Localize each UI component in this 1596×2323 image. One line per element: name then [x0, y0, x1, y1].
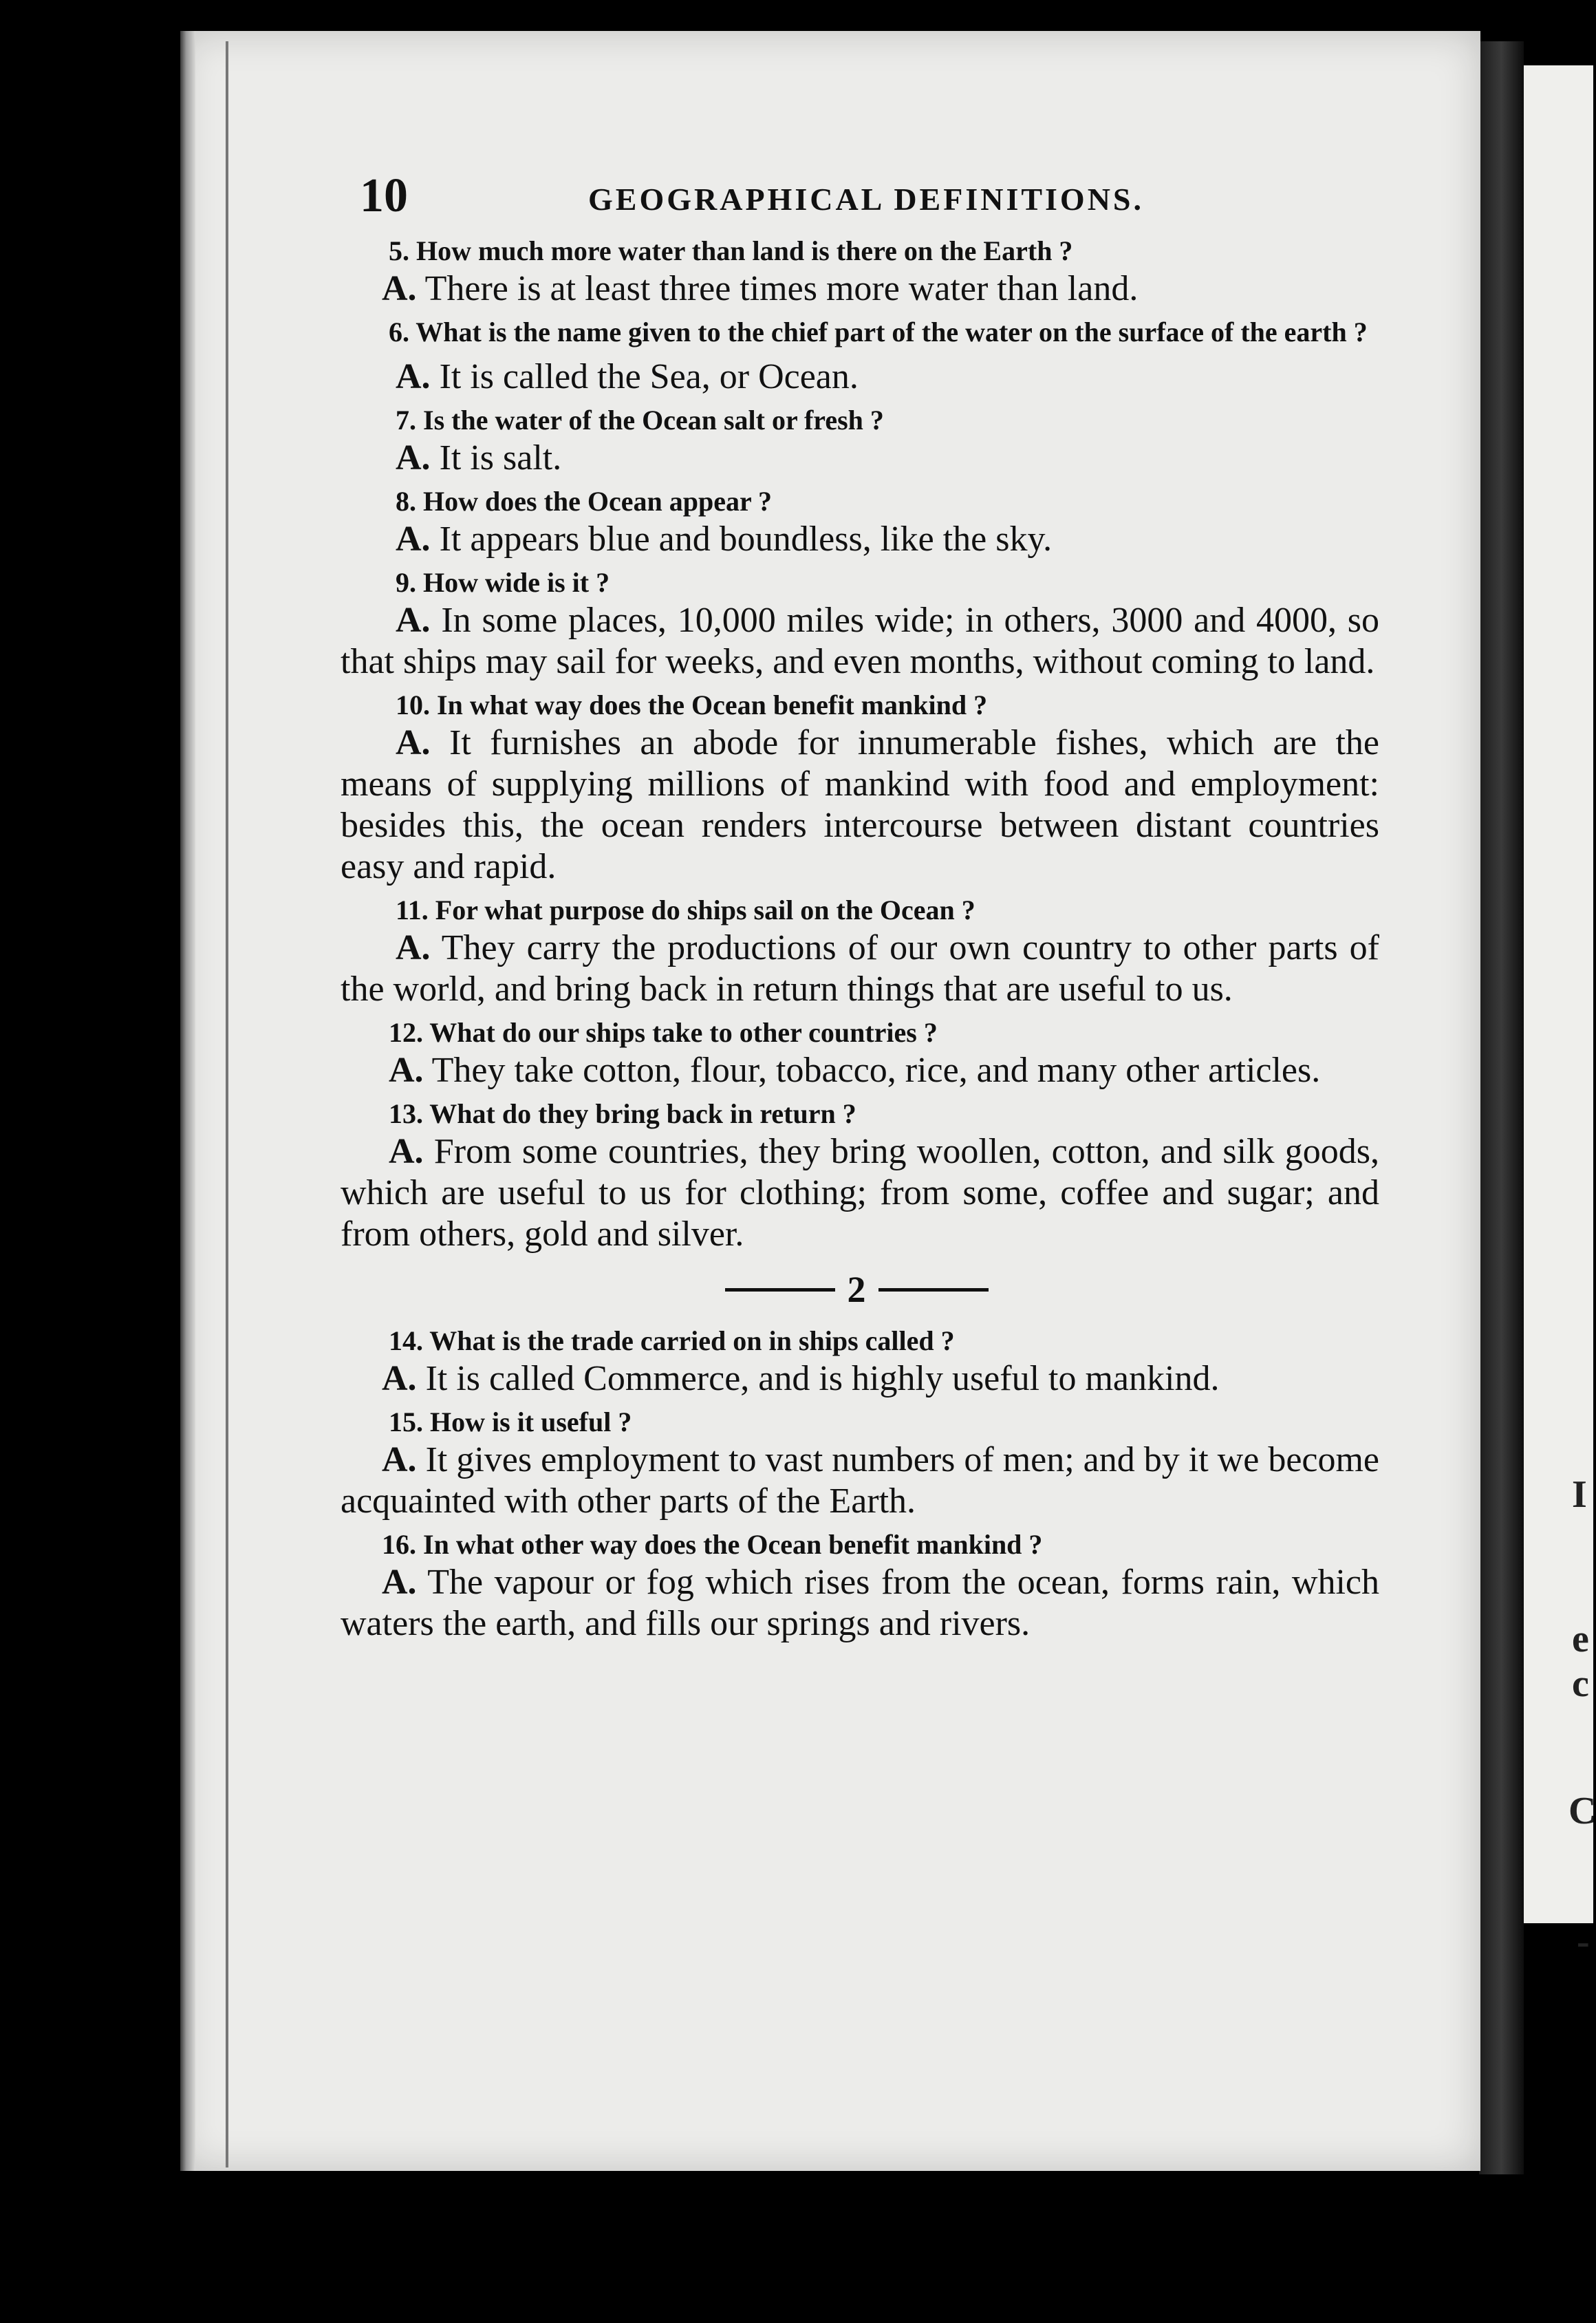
answer: [341, 438, 1379, 479]
answer-lead: A.: [389, 1051, 424, 1090]
answer-lead: A.: [382, 1563, 417, 1602]
answer: [341, 1050, 1379, 1091]
answer-lead: A.: [382, 269, 417, 308]
answer-text: They carry the productions of our own country to other parts of the world, and bring back in return things that are useful to us.: [341, 928, 1379, 1009]
question: 8. How does the Ocean appear ?: [396, 486, 773, 517]
answer: [341, 519, 1379, 560]
answer-text: There is at least three times more water than land.: [424, 269, 1139, 308]
next-page-fragment: c: [1572, 1662, 1589, 1705]
page-title: GEOGRAPHICAL DEFINITIONS.: [588, 182, 1145, 217]
answer-lead: A.: [396, 601, 431, 640]
answer: [341, 1358, 1379, 1400]
answer: [341, 928, 1379, 1010]
divider-rule: [725, 1288, 835, 1292]
next-page-fragment: e: [1572, 1618, 1589, 1660]
next-page-fragment: -: [1577, 1920, 1590, 1963]
answer-lead: A.: [396, 723, 431, 762]
qa-section-2: [341, 1324, 1379, 1645]
next-page-fragment: I: [1572, 1473, 1587, 1516]
answer-lead: A.: [382, 1359, 417, 1398]
question: 6. What is the name given to the chief part of the water on the surface of the earth ?: [389, 317, 1368, 347]
page-content: [341, 169, 1379, 1645]
qa-section-1: [341, 234, 1379, 1255]
answer: [341, 356, 1379, 398]
divider-rule: [878, 1288, 989, 1292]
running-head: [341, 169, 1379, 234]
next-page-fragment: C: [1568, 1790, 1596, 1832]
answer-text: They take cotton, flour, tobacco, rice, and many other articles.: [431, 1051, 1321, 1090]
question: 12. What do our ships take to other countries ?: [389, 1017, 938, 1048]
answer-text: It furnishes an abode for innumerable fishes, which are the means of supplying millions of mankind with food and employment: besides this, the ocean renders intercourse between distant countries easy and rapid.: [341, 723, 1380, 886]
answer-text: It is called Commerce, and is highly useful to mankind.: [425, 1359, 1220, 1398]
page-margin-line: [226, 41, 228, 2167]
answer: [341, 600, 1379, 683]
answer: [341, 1439, 1379, 1522]
answer: [341, 268, 1379, 310]
answer: [341, 1131, 1379, 1255]
answer-text: It is called the Sea, or Ocean.: [439, 357, 859, 396]
page-number: 10: [360, 169, 408, 222]
question: 5. How much more water than land is there on the Earth ?: [389, 235, 1073, 266]
question: 10. In what way does the Ocean benefit mankind ?: [396, 689, 988, 720]
answer-text: It is salt.: [439, 438, 562, 478]
answer-lead: A.: [396, 928, 431, 967]
question: 15. How is it useful ?: [389, 1406, 632, 1437]
page-gutter: [1479, 41, 1524, 2174]
question: 11. For what purpose do ships sail on the Ocean ?: [396, 895, 975, 925]
answer-lead: A.: [389, 1132, 424, 1171]
answer-text: The vapour or fog which rises from the ocean, forms rain, which waters the earth, and fills our springs and rivers.: [341, 1563, 1380, 1643]
question: 16. In what other way does the Ocean benefit mankind ?: [382, 1529, 1043, 1560]
answer-lead: A.: [396, 520, 431, 559]
answer-text: It appears blue and boundless, like the sky.: [439, 520, 1053, 559]
answer-lead: A.: [396, 438, 431, 478]
answer: [341, 722, 1379, 888]
section-divider: [334, 1255, 1379, 1324]
question: 7. Is the water of the Ocean salt or fresh ?: [396, 405, 884, 436]
question: 14. What is the trade carried on in ships called ?: [389, 1325, 955, 1356]
question: 9. How wide is it ?: [396, 567, 610, 598]
answer-lead: A.: [382, 1440, 417, 1479]
answer-text: It gives employment to vast numbers of men; and by it we become acquainted with other parts of the Earth.: [341, 1440, 1380, 1521]
answer-lead: A.: [396, 357, 431, 396]
question: 13. What do they bring back in return ?: [389, 1098, 856, 1129]
page-edge: [180, 31, 195, 2171]
answer-text: In some places, 10,000 miles wide; in others, 3000 and 4000, so that ships may sail for weeks, and even months, without coming to land.: [341, 601, 1380, 681]
answer-text: From some countries, they bring woollen, cotton, and silk goods, which are useful to us for clothing; from some, coffee and sugar; and from others, gold and silver.: [341, 1132, 1380, 1254]
answer: [341, 1562, 1379, 1645]
section-number: 2: [847, 1269, 866, 1310]
